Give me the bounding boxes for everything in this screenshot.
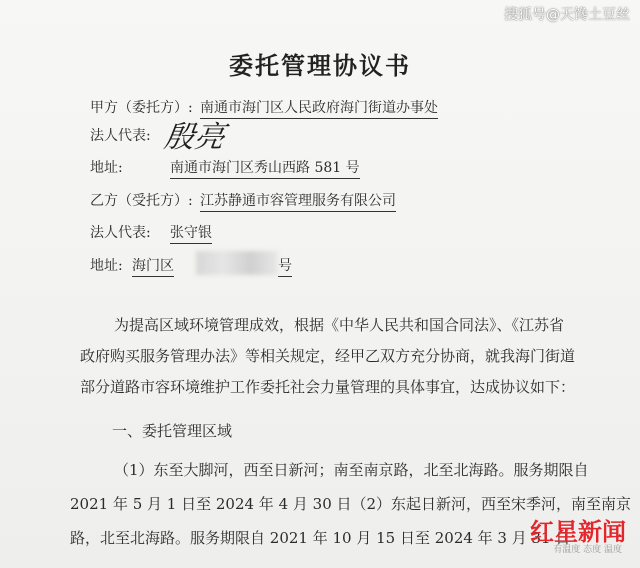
section-1-line-3: 路，北至北海路。服务期限自 2021 年 10 月 15 日至 2024 年 3 月 31 日: [70, 529, 571, 547]
document-title: 委托管理协议书: [229, 51, 411, 80]
news-logo-subtext: 有温度 态度 温度: [553, 545, 622, 555]
handwritten-signature: 殷亮: [162, 120, 227, 155]
party-a-address-label: 地址:: [90, 160, 123, 176]
redacted-address-blur: [196, 251, 278, 275]
party-b-address-start: 海门区: [132, 255, 174, 277]
party-a-rep-label: 法人代表:: [90, 128, 151, 144]
section-1-line-1: （1）东至大脚河，西至日新河；南至南京路，北至北海路。服务期限自: [114, 461, 589, 479]
party-b-rep-value: 张守银: [170, 222, 212, 244]
section-1-line-2: 2021 年 5 月 1 日至 2024 年 4 月 30 日（2）东起日新河，西至宋季河，南至南京: [70, 495, 632, 513]
party-a-label: 甲方（委托方）:: [90, 100, 193, 116]
source-watermark: 搜狐号@天馋土豆丝: [504, 7, 630, 23]
paragraph-line-1: 为提高区域环境管理成效，根据《中华人民共和国合同法》、《江苏省: [114, 316, 565, 334]
news-logo: [508, 512, 628, 562]
paragraph-line-3: 部分道路市容环境维护工作委托社会力量管理的具体事宜，达成协议如下：: [80, 378, 576, 396]
party-a-address-value: 南通市海门区秀山西路 581 号: [170, 157, 360, 179]
party-b-value: 江苏静通市容管理服务有限公司: [200, 190, 396, 212]
news-logo-text: 红星新闻: [530, 518, 626, 546]
party-b-rep-label: 法人代表:: [90, 225, 151, 241]
party-b-address-label: 地址:: [90, 258, 123, 274]
party-a-value: 南通市海门区人民政府海门街道办事处: [200, 97, 438, 119]
paragraph-line-2: 政府购买服务管理办法》等相关规定，经甲乙双方充分协商，就我海门街道: [80, 347, 576, 365]
section-1-heading: 一、委托管理区域: [112, 422, 233, 440]
party-b-label: 乙方（受托方）:: [90, 193, 193, 209]
party-b-address-end: 号: [278, 255, 292, 277]
